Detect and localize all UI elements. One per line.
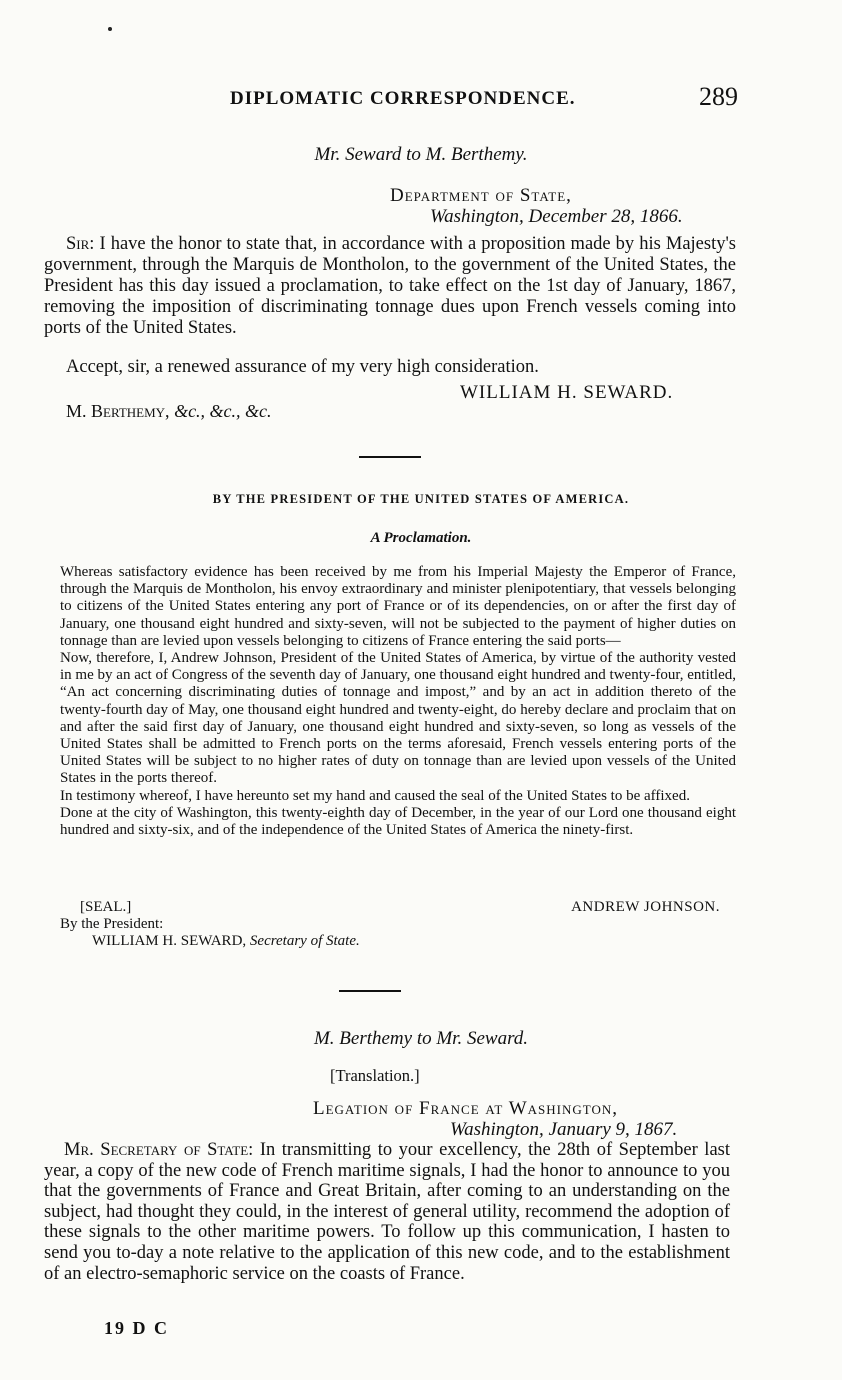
proclamation-para: Whereas satisfactory evidence has been received by me from his Imperial Majesty the Emperor of France, through the Marquis de Montholon, his envoy extraordinary and minister plenipotentiary, that vessels belonging to citizens of the United States entering any port of France or of its dependencies, on or after the first day of January, one thousand eight hundred and sixty-seven, will not be subjected to the payment of higher duties on tonnage than are levied upon vessels belonging to citizens of France entering the said ports— xyxy=(60,564,736,649)
page-number: 289 xyxy=(699,82,738,111)
proclamation-para: Now, therefore, I, Andrew Johnson, President of the United States of America, by virtue of the authority vested in me by an act of Congress of the seventh day of January, one thousand eight hundred and twenty-four, entitled, “An act concerning discriminating duties of tonnage and impost,” and by an act in addition thereto of the twenty-fourth day of May, one thousand eight hundred and twenty-eight, do hereby declare and proclaim that on and after the said first day of January, one thousand eight hundred and sixty-seven, so long as vessels of the United States shall be admitted to French ports on the terms aforesaid, French vessels entering ports of the United States will be subject to no higher rates of duty on tonnage than are levied upon vessels of the United States in the ports thereof. xyxy=(60,650,736,787)
proclamation-heading: BY THE PRESIDENT OF THE UNITED STATES OF AMERICA. xyxy=(212,492,630,506)
by-the-president: By the President: xyxy=(60,916,164,932)
countersignature xyxy=(92,933,360,950)
countersign-title: Secretary of State. xyxy=(249,933,360,949)
letter1-addressee xyxy=(66,401,272,422)
proclamation-body xyxy=(60,564,736,839)
addressee-suffix: &c., &c., &c. xyxy=(174,401,272,421)
letter1-dept: Department of State, xyxy=(390,185,572,206)
letter1-body xyxy=(44,234,736,339)
letter1-salutation: Sir: xyxy=(66,234,95,254)
letter1-title: Mr. Seward to M. Berthemy. xyxy=(314,144,528,165)
letter1-signature: WILLIAM H. SEWARD. xyxy=(460,382,674,403)
letter2-salutation: Mr. Secretary of State: xyxy=(64,1140,254,1160)
stray-mark xyxy=(108,27,112,31)
letter1-closing: Accept, sir, a renewed assurance of my very high consideration. xyxy=(66,357,539,377)
section-divider xyxy=(339,990,401,992)
proclamation-signer: ANDREW JOHNSON. xyxy=(571,899,720,915)
letter2-title: M. Berthemy to Mr. Seward. xyxy=(313,1028,529,1049)
running-header xyxy=(230,82,740,111)
letter2-legation: Legation of France at Washington, xyxy=(313,1098,618,1119)
signature-mark: 19 D C xyxy=(104,1318,169,1338)
translation-note: [Translation.] xyxy=(330,1066,420,1085)
seal-row xyxy=(80,899,720,916)
proclamation-para: In testimony whereof, I have hereunto set my hand and caused the seal of the United States to be affixed. xyxy=(60,787,690,804)
letter1-text: I have the honor to state that, in accordance with a proposition made by his Majesty's government, through the Marquis de Montholon, to the government of the United States, the President has this day issued a proclamation, to take effect on the 1st day of January, 1867, removing the imposition of discriminating tonnage dues upon French vessels coming into ports of the United States. xyxy=(44,234,736,338)
section-divider xyxy=(359,456,421,458)
addressee-name: M. Berthemy, xyxy=(66,401,170,421)
countersign-name: WILLIAM H. SEWARD, xyxy=(92,933,247,949)
letter1-date: Washington, December 28, 1866. xyxy=(430,206,683,227)
letter2-text: In transmitting to your excellency, the 28th of September last year, a copy of the new code of French maritime signals, I had the honor to announce to you that the governments of France and Great Britain, after coming to an understanding on the subject, had thought they could, in the interest of general utility, recommend the adoption of these signals to the other maritime powers. To follow up this communication, I hasten to send you to-day a note relative to the application of this new code, and to the establishment of an electro-semaphoric service on the coasts of France. xyxy=(44,1140,730,1284)
letter2-body xyxy=(44,1140,730,1284)
letter2-date: Washington, January 9, 1867. xyxy=(450,1119,678,1140)
proclamation-title: A Proclamation. xyxy=(370,530,472,546)
seal-label: [SEAL.] xyxy=(80,899,132,915)
proclamation-para: Done at the city of Washington, this twenty-eighth day of December, in the year of our Lord one thousand eight hundred and sixty-six, and of the independence of the United States of America the ninety-first. xyxy=(60,804,736,839)
running-title: DIPLOMATIC CORRESPONDENCE. xyxy=(230,88,576,109)
